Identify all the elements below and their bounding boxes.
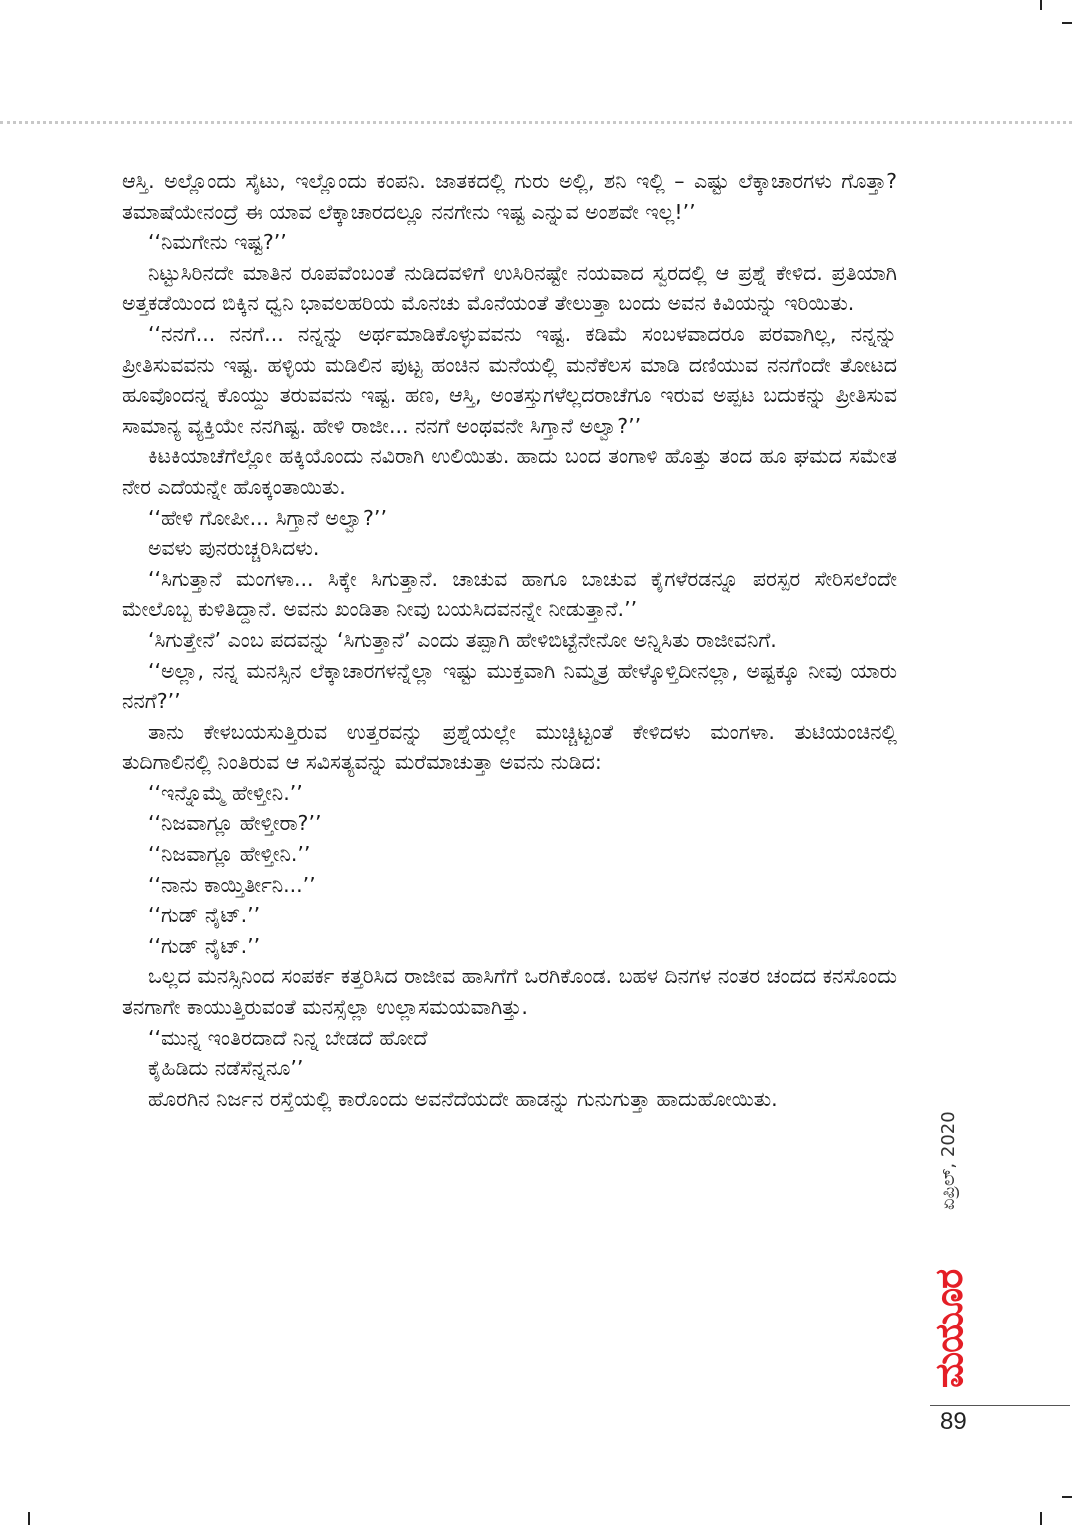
paragraph: ‘‘ನಿಜವಾಗ್ಲೂ ಹೇಳ್ತೀರಾ?’’ xyxy=(148,811,322,836)
paragraph: ‘‘ಗುಡ್ ನೈಟ್.’’ xyxy=(148,933,261,958)
paragraph: ‘ಸಿಗುತ್ತೇನೆ’ ಎಂಬ ಪದವನ್ನು ‘ಸಿಗುತ್ತಾನೆ’ ಎಂದು ತಪ್ಪಾಗಿ ಹೇಳಿಬಿಟ್ಟೆನೇನೋ ಅನ್ನಿಸಿತು ರಾಜೀವನಿಗೆ. xyxy=(148,627,777,652)
page-number: 89 xyxy=(940,1408,967,1435)
paragraph: ‘‘ಅಲ್ಲಾ, ನನ್ನ ಮನಸ್ಸಿನ ಲೆಕ್ಕಾಚಾರಗಳನ್ನೆಲ್ಲಾ ಇಷ್ಟು ಮುಕ್ತವಾಗಿ ನಿಮ್ಮತ್ರ ಹೇಳ್ಕೊಳ್ತಿದೀನಲ್ಲಾ, ಅಷ್ಟಕ್ಕೂ ನೀವು ಯಾರು ನನಗೆ?’’ xyxy=(122,658,897,714)
crop-mark xyxy=(1040,1512,1042,1525)
crop-mark xyxy=(28,1512,30,1525)
article-body xyxy=(122,166,897,1114)
paragraph: ಆಸ್ತಿ. ಅಲ್ಲೊಂದು ಸೈಟು, ಇಲ್ಲೊಂದು ಕಂಪನಿ. ಜಾತಕದಲ್ಲಿ ಗುರು ಅಲ್ಲಿ, ಶನಿ ಇಲ್ಲಿ – ಎಷ್ಟು ಲೆಕ್ಕಾಚಾರಗಳು ಗೊತ್ತಾ? ತಮಾಷೆಯೇನಂದ್ರೆ ಈ ಯಾವ ಲೆಕ್ಕಾಚಾರದಲ್ಲೂ ನನಗೇನು ಇಷ್ಟ ಎನ್ನುವ ಅಂಶವೇ ಇಲ್ಲ!’’ xyxy=(122,169,897,224)
paragraph: ಹೊರಗಿನ ನಿರ್ಜನ ರಸ್ತೆಯಲ್ಲಿ ಕಾರೊಂದು ಅವನೆದೆಯದೇ ಹಾಡನ್ನು ಗುನುಗುತ್ತಾ ಹಾದುಹೋಯಿತು. xyxy=(148,1086,778,1111)
paragraph: ಅವಳು ಪುನರುಚ್ಚರಿಸಿದಳು. xyxy=(148,536,320,561)
paragraph: ‘‘ಗುಡ್ ನೈಟ್.’’ xyxy=(148,903,261,928)
paragraph: ಕಿಟಕಿಯಾಚೆಗೆಲ್ಲೋ ಹಕ್ಕಿಯೊಂದು ನವಿರಾಗಿ ಉಲಿಯಿತು. ಹಾದು ಬಂದ ತಂಗಾಳಿ ಹೊತ್ತು ತಂದ ಹೂ ಘಮದ ಸಮೇತ ನೇರ ಎದೆಯನ್ನೇ ಹೊಕ್ಕಂತಾಯಿತು. xyxy=(122,444,897,499)
paragraph: ‘‘ನಿಜವಾಗ್ಲೂ ಹೇಳ್ತೀನಿ.’’ xyxy=(148,842,311,867)
paragraph: ‘‘ಮುನ್ನ ಇಂತಿರದಾದೆ ನಿನ್ನ ಬೇಡದೆ ಹೋದೆ xyxy=(148,1025,428,1050)
paragraph: ‘‘ಇನ್ನೊಮ್ಮೆ ಹೇಳ್ತೀನಿ.’’ xyxy=(148,780,303,805)
paragraph: ತಾನು ಕೇಳಬಯಸುತ್ತಿರುವ ಉತ್ತರವನ್ನು ಪ್ರಶ್ನೆಯಲ್ಲೇ ಮುಚ್ಚಿಟ್ಟಂತೆ ಕೇಳಿದಳು ಮಂಗಳಾ. ತುಟಿಯಂಚಿನಲ್ಲಿ ತುದಿಗಾಲಿನಲ್ಲಿ ನಿಂತಿರುವ ಆ ಸವಿಸತ್ಯವನ್ನು ಮರೆಮಾಚುತ್ತಾ ಅವನು ನುಡಿದ: xyxy=(122,719,897,775)
paragraph: ‘‘ಸಿಗುತ್ತಾನೆ ಮಂಗಳಾ... ಸಿಕ್ಕೇ ಸಿಗುತ್ತಾನೆ. ಚಾಚುವ ಹಾಗೂ ಬಾಚುವ ಕೈಗಳೆರಡನ್ನೂ ಪರಸ್ಪರ ಸೇರಿಸಲೆಂದೇ ಮೇಲೊಬ್ಬ ಕುಳಿತಿದ್ದಾನೆ. ಅವನು ಖಂಡಿತಾ ನೀವು ಬಯಸಿದವನನ್ನೇ ನೀಡುತ್ತಾನೆ.’’ xyxy=(122,566,897,622)
paragraph: ‘‘ನಾನು ಕಾಯ್ತಿರ್ತೀನಿ...’’ xyxy=(148,872,316,897)
paragraph: ನಿಟ್ಟುಸಿರಿನದೇ ಮಾತಿನ ರೂಪವೆಂಬಂತೆ ನುಡಿದವಳಿಗೆ ಉಸಿರಿನಷ್ಟೇ ನಯವಾದ ಸ್ವರದಲ್ಲಿ ಆ ಪ್ರಶ್ನೆ ಕೇಳಿದ. ಪ್ರತಿಯಾಗಿ ಅತ್ತಕಡೆಯಿಂದ ಬಿಕ್ಕಿನ ಧ್ವನಿ ಭಾವಲಹರಿಯ ಮೊನಚು ಮೊನೆಯಂತೆ ತೇಲುತ್ತಾ ಬಂದು ಅವನ ಕಿವಿಯನ್ನು ಇರಿಯಿತು. xyxy=(122,260,897,316)
paragraph: ‘‘ಹೇಳಿ ಗೋಪೀ... ಸಿಗ್ತಾನೆ ಅಲ್ವಾ?’’ xyxy=(148,505,387,530)
magazine-logo: ಮಯೂರ xyxy=(927,1269,971,1388)
paragraph: ‘‘ನನಗೆ... ನನಗೆ... ನನ್ನನ್ನು ಅರ್ಥಮಾಡಿಕೊಳ್ಳುವವನು ಇಷ್ಟ. ಕಡಿಮೆ ಸಂಬಳವಾದರೂ ಪರವಾಗಿಲ್ಲ, ನನ್ನನ್ನು ಪ್ರೀತಿಸುವವನು ಇಷ್ಟ. ಹಳ್ಳಿಯ ಮಡಿಲಿನ ಪುಟ್ಟ ಹಂಚಿನ ಮನೆಯಲ್ಲಿ ಮನೆಕೆಲಸ ಮಾಡಿ ದಣಿಯುವ ನನಗೆಂದೇ ತೋಟದ ಹೂವೊಂದನ್ನ ಕೊಯ್ದು ತರುವವನು ಇಷ್ಟ. ಹಣ, ಆಸ್ತಿ, ಅಂತಸ್ತುಗಳೆಲ್ಲದರಾಚೆಗೂ ಇರುವ ಅಪ್ಪಟ ಬದುಕನ್ನು ಪ್ರೀತಿಸುವ ಸಾಮಾನ್ಯ ವ್ಯಕ್ತಿಯೇ ನನಗಿಷ್ಟ. ಹೇಳಿ ರಾಜೀ... ನನಗೆ ಅಂಥವನೇ ಸಿಗ್ತಾನೆ ಅಲ್ವಾ?’’ xyxy=(122,321,897,438)
issue-date: ಏಪ್ರಿಲ್, 2020 xyxy=(938,1111,959,1210)
header-dotted-rule xyxy=(0,121,1072,124)
crop-mark xyxy=(1062,22,1072,24)
folio-rule xyxy=(930,1405,1070,1406)
paragraph: ‘‘ನಿಮಗೇನು ಇಷ್ಟ?’’ xyxy=(148,230,287,255)
crop-mark xyxy=(1062,1496,1072,1498)
paragraph: ಕೈಹಿಡಿದು ನಡೆಸೆನ್ನನೂ’’ xyxy=(148,1056,304,1081)
crop-mark xyxy=(1040,0,1042,10)
paragraph: ಒಲ್ಲದ ಮನಸ್ಸಿನಿಂದ ಸಂಪರ್ಕ ಕತ್ತರಿಸಿದ ರಾಜೀವ ಹಾಸಿಗೆಗೆ ಒರಗಿಕೊಂಡ. ಬಹಳ ದಿನಗಳ ನಂತರ ಚಂದದ ಕನಸೊಂದು ತನಗಾಗೇ ಕಾಯುತ್ತಿರುವಂತೆ ಮನಸ್ಸೆಲ್ಲಾ ಉಲ್ಲಾಸಮಯವಾಗಿತ್ತು. xyxy=(122,964,897,1020)
